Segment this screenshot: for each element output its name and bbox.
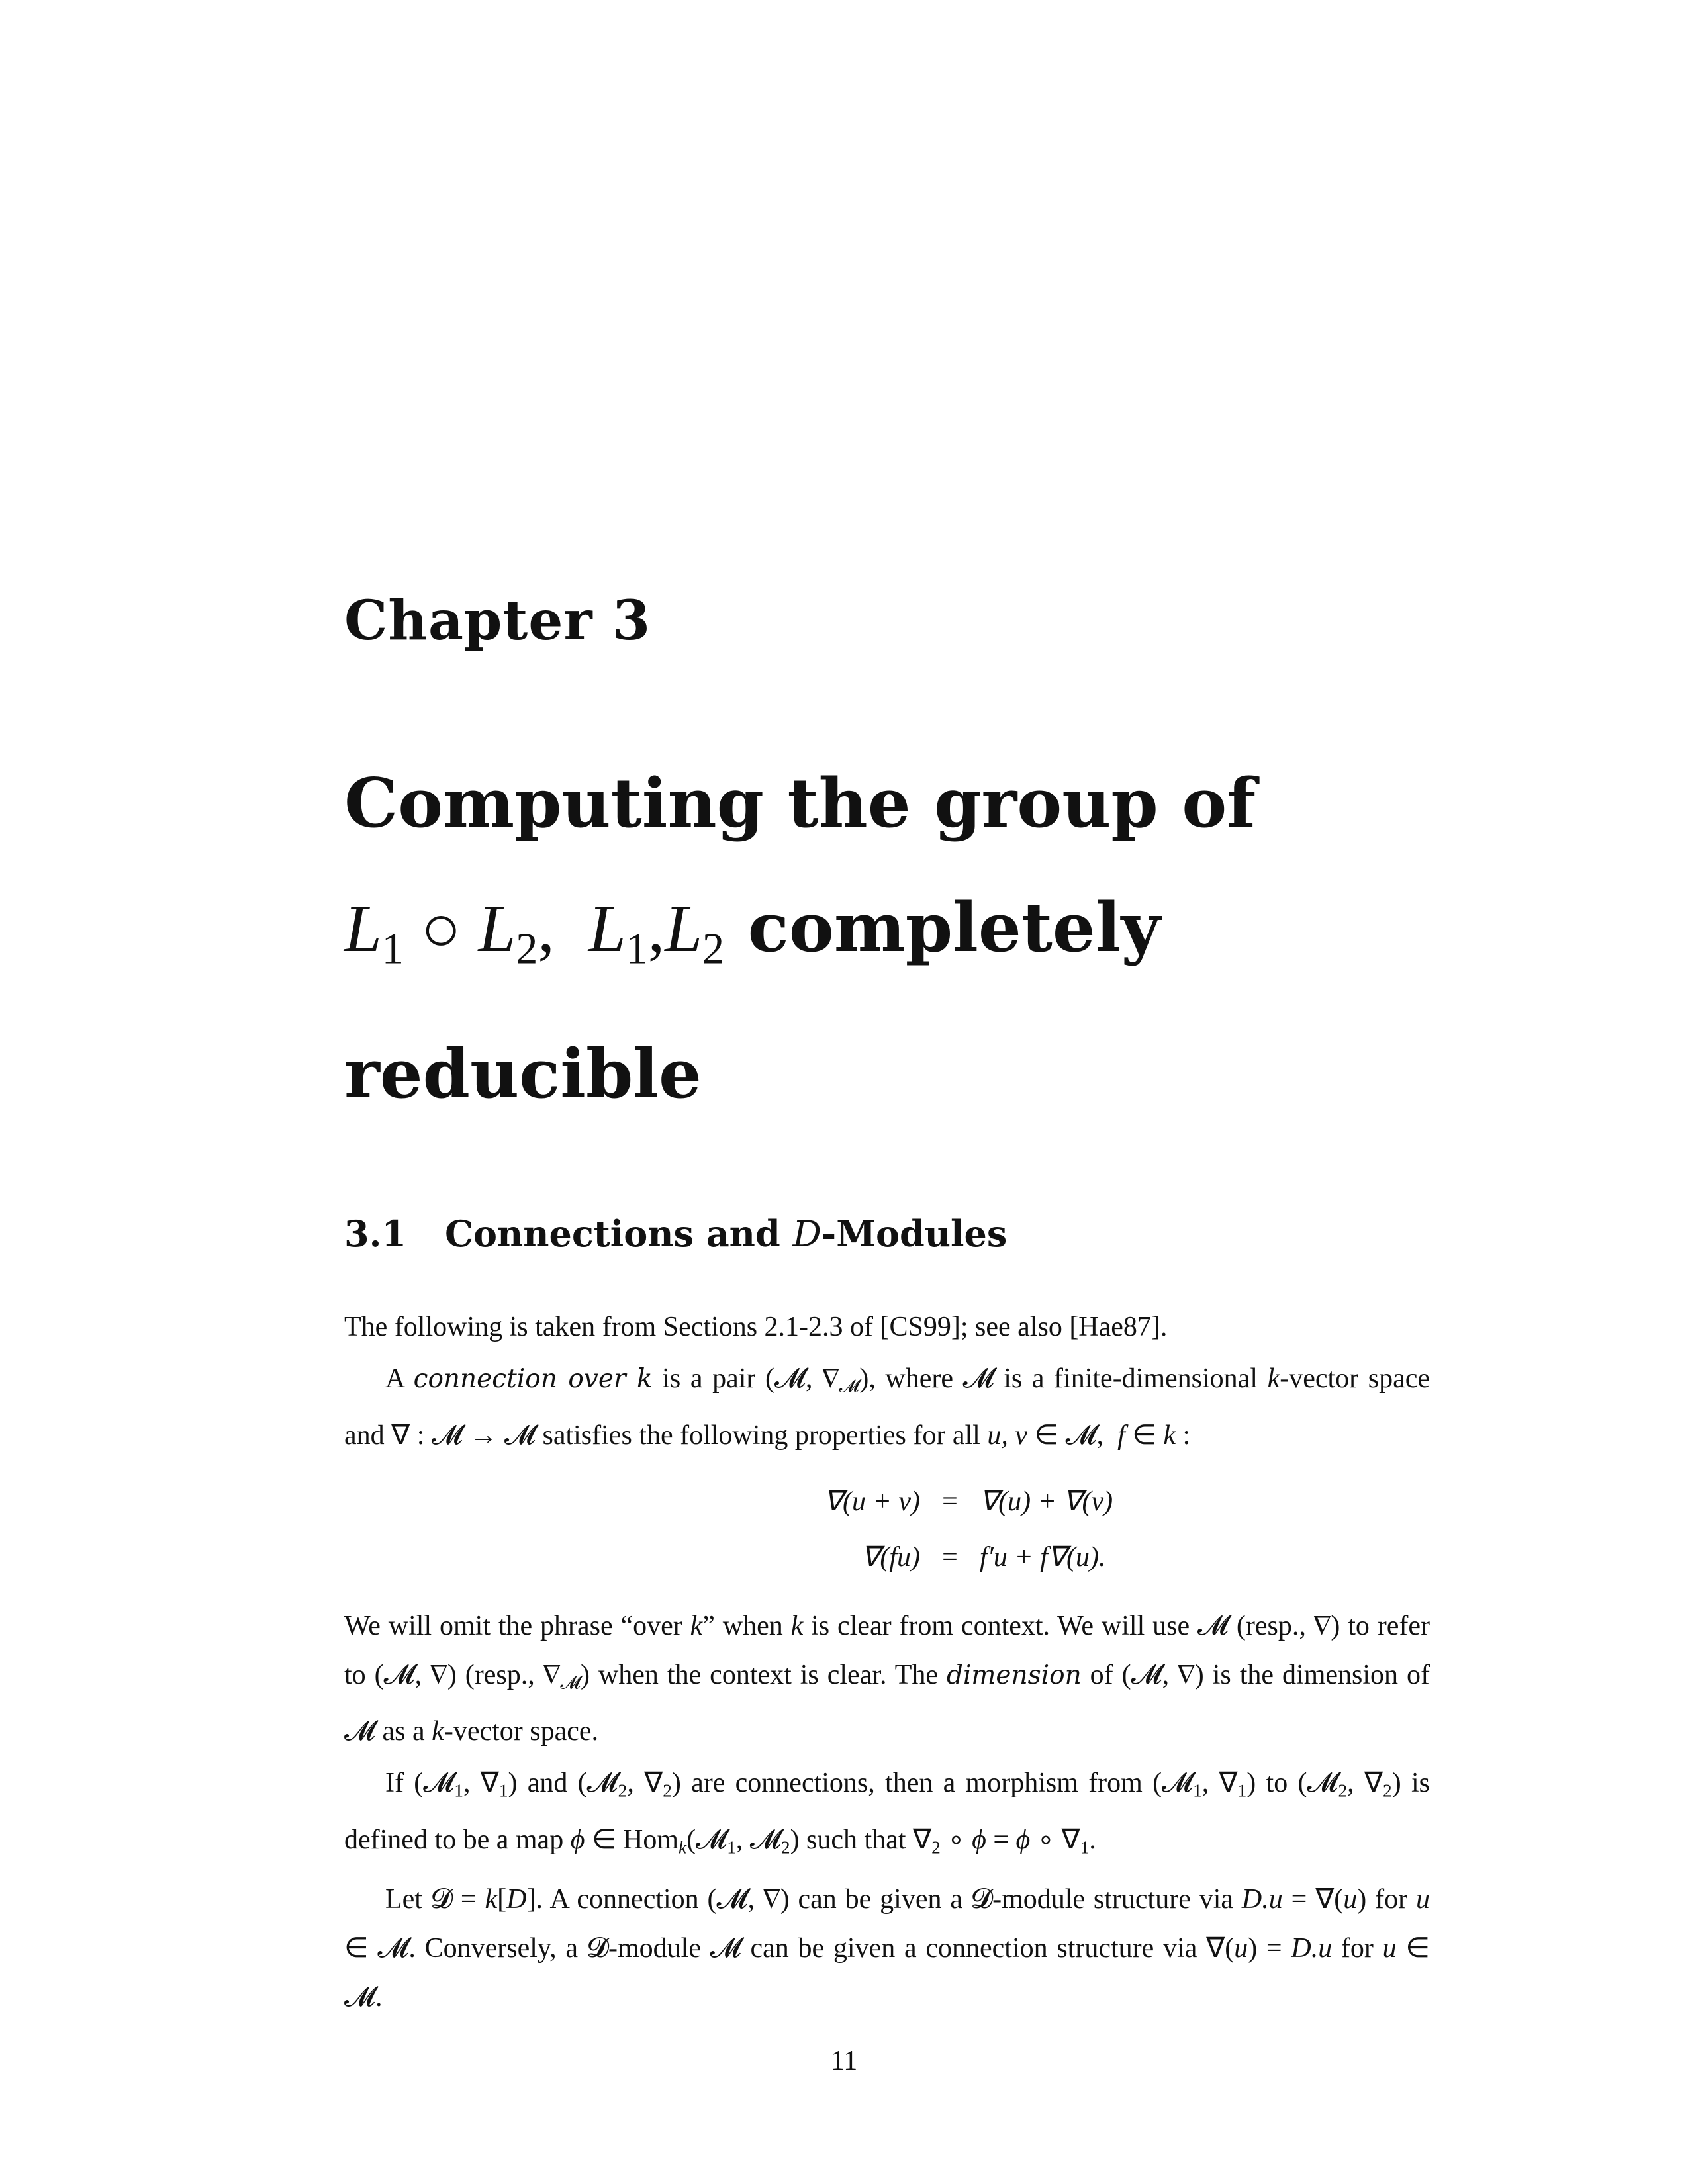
- equation-1-rhs: ∇(u) + ∇(v): [980, 1486, 1113, 1517]
- paragraph-3: We will omit the phrase “over k” when k is clear from context. We will use 𝓜 (resp., ∇) to refer to (𝓜, ∇) (resp., $\nabla_𝓜$) when the context is clear. The dimension of (𝓜, ∇) is the dimension of 𝓜 as a k-vector space.: [344, 1610, 1430, 1747]
- paragraph-5: Let 𝓓 = k[D]. A connection (𝓜, ∇) can be given a 𝓓-module structure via D.u = ∇(u) for u ∈ 𝓜. Conversely, a 𝓓-module 𝓜 can be given a connection structure via ∇(u) = D.u for u ∈ 𝓜.: [344, 1884, 1430, 2013]
- paragraph-2: A connection over k is a pair (𝓜, $\nabla_𝓜$), where 𝓜 is a finite-dimensional k-vector space and ∇ : 𝓜 → 𝓜 satisfies the following properties for all u, v ∈ 𝓜, f ∈ k :: [344, 1363, 1430, 1451]
- section-number: 3.1: [344, 1212, 406, 1255]
- equation-2-lhs: ∇(fu): [861, 1541, 920, 1572]
- math-L1: $L_1$: [344, 891, 404, 974]
- math-L2: $L_2$: [478, 891, 538, 974]
- page-number: 11: [830, 2046, 858, 2076]
- section-title-suffix: -Modules: [821, 1212, 1008, 1255]
- equation-block: [344, 1477, 1430, 1582]
- chapter-label: Chapter 3: [344, 589, 651, 653]
- equation-1-rel: =: [942, 1486, 958, 1517]
- math-L2-b: $L_2$: [665, 891, 725, 974]
- equation-1-lhs: ∇(u + v): [823, 1486, 920, 1517]
- section-title-prefix: Connections and: [445, 1212, 793, 1255]
- chapter-title-line-2: $L_1$ ○ $L_2$, $L_1,L_2$ completely: [344, 888, 1160, 974]
- chapter-title: [344, 741, 1536, 1136]
- chapter-title-line-1: Computing the group of: [344, 764, 1256, 843]
- math-circ: ○: [403, 891, 479, 966]
- equation-2-rel: =: [942, 1541, 958, 1572]
- body-text: [344, 1302, 1430, 2025]
- paragraph-1: The following is taken from Sections 2.1-2.3 of [CS99]; see also [Hae87].: [344, 1312, 1168, 1342]
- chapter-title-line-3: reducible: [344, 1034, 702, 1114]
- math-L1-b: $L_1$: [588, 891, 648, 974]
- equation-2-rhs: f′u + f∇(u).: [980, 1541, 1106, 1572]
- section-heading: [344, 1212, 1007, 1255]
- section-title-D: D: [792, 1213, 821, 1255]
- paragraph-4: If (𝓜$_1$, $\nabla_1$) and (𝓜$_2$, $\nabla_2$) are connections, then a morphism from (𝓜$_1$, $\nabla_1$) to (𝓜$_2$, $\nabla_2$) is defined to be a map ϕ ∈ Hom$_k$(𝓜$_1$, 𝓜$_2$) such that $\nabla_2$ ∘ ϕ = ϕ ∘ $\nabla_1$.: [344, 1768, 1430, 1858]
